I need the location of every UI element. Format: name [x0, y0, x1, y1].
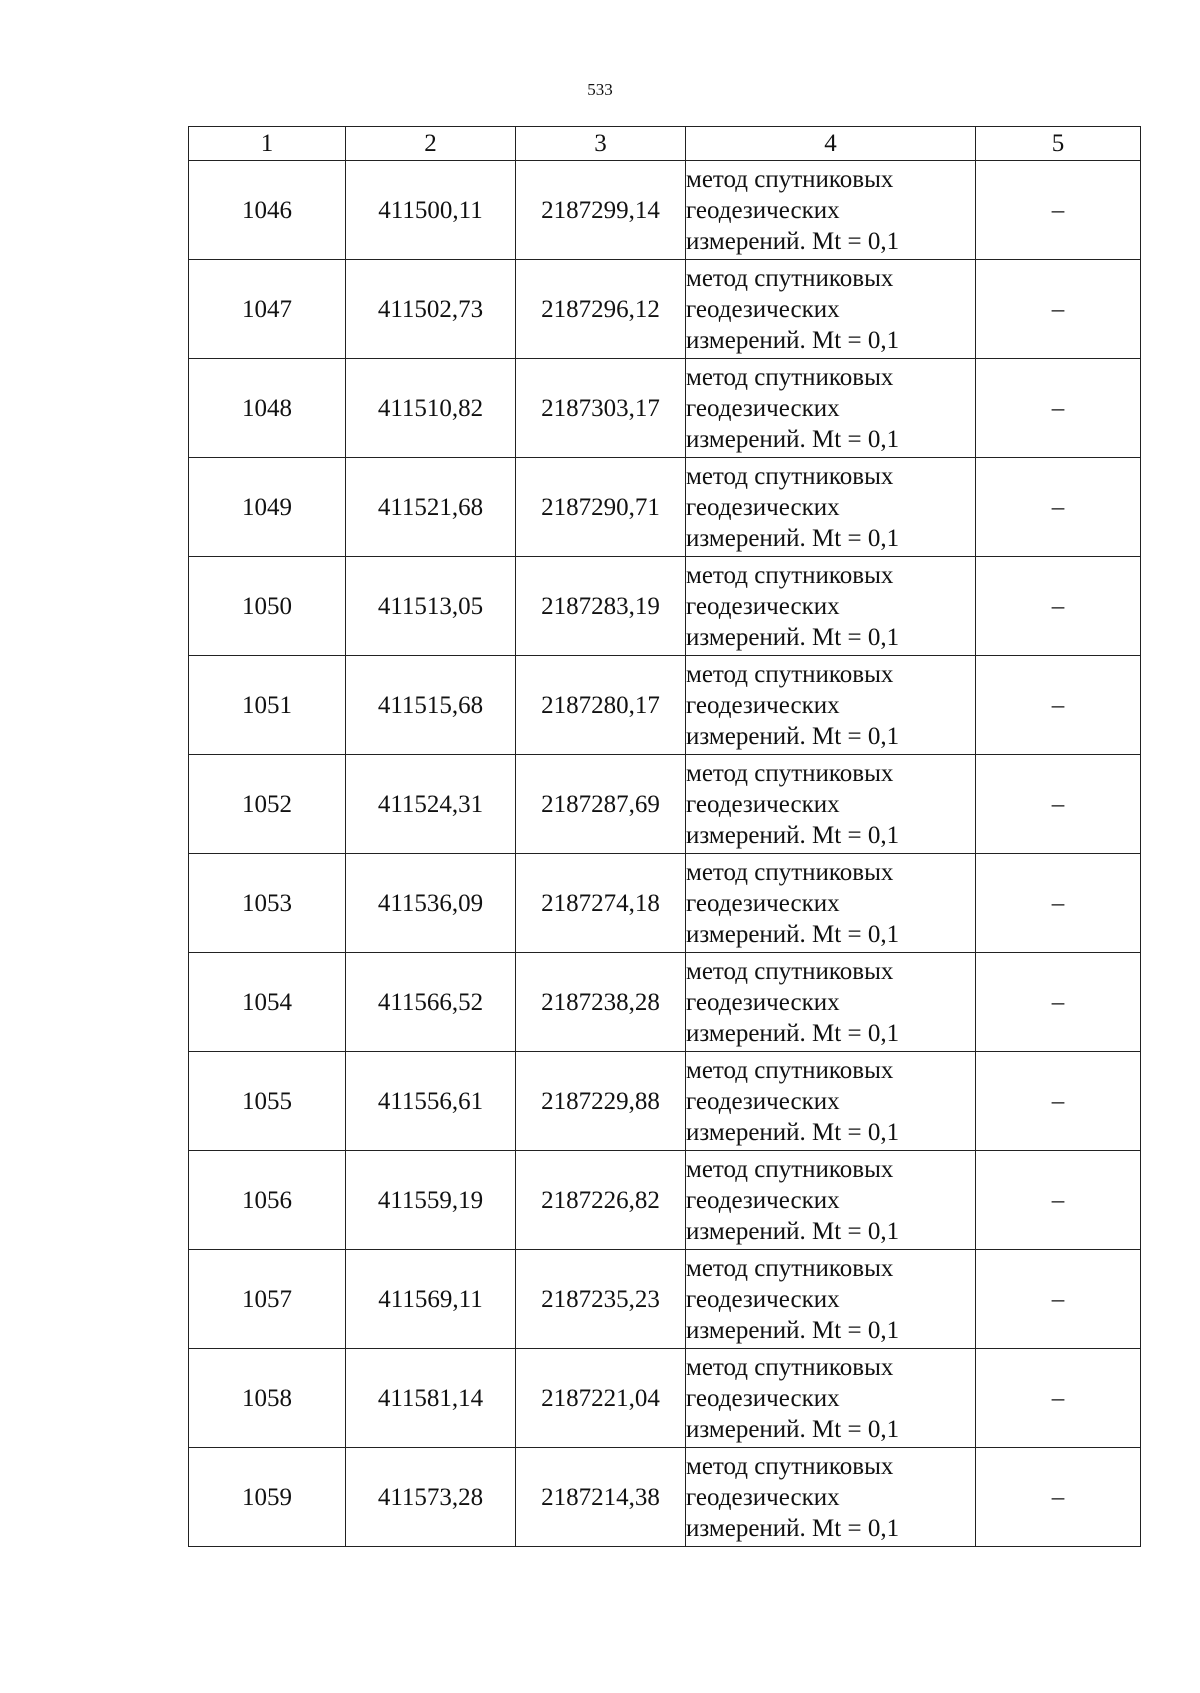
table-row — [189, 161, 1141, 260]
point-number-cell: 1046 — [189, 161, 346, 260]
method-line: метод спутниковых — [686, 1155, 894, 1183]
method-line: измерений. Mt = 0,1 — [686, 1217, 900, 1245]
method-line: измерений. Mt = 0,1 — [686, 623, 900, 651]
method-line: метод спутниковых — [686, 561, 894, 589]
method-cell — [686, 161, 976, 260]
header-row — [189, 127, 1141, 161]
x-coordinate-cell: 411573,28 — [346, 1448, 516, 1547]
table-row — [189, 1151, 1141, 1250]
method-line: измерений. Mt = 0,1 — [686, 1514, 900, 1542]
column-5-cell: – — [976, 953, 1141, 1052]
table-row — [189, 854, 1141, 953]
method-cell — [686, 359, 976, 458]
method-line: геодезических — [686, 394, 840, 422]
method-line: метод спутниковых — [686, 660, 894, 688]
point-number-cell: 1055 — [189, 1052, 346, 1151]
method-cell — [686, 953, 976, 1052]
method-line: измерений. Mt = 0,1 — [686, 722, 900, 750]
table-header — [189, 127, 1141, 161]
x-coordinate-cell: 411500,11 — [346, 161, 516, 260]
method-cell — [686, 557, 976, 656]
method-cell — [686, 260, 976, 359]
column-5-cell: – — [976, 359, 1141, 458]
point-number-cell: 1059 — [189, 1448, 346, 1547]
method-cell — [686, 755, 976, 854]
table-row — [189, 1250, 1141, 1349]
table-row — [189, 359, 1141, 458]
method-line: метод спутниковых — [686, 363, 894, 391]
method-line: метод спутниковых — [686, 1452, 894, 1480]
point-number-cell: 1052 — [189, 755, 346, 854]
column-header-1: 1 — [189, 127, 346, 161]
column-5-cell: – — [976, 161, 1141, 260]
method-line: метод спутниковых — [686, 858, 894, 886]
x-coordinate-cell: 411515,68 — [346, 656, 516, 755]
point-number-cell: 1051 — [189, 656, 346, 755]
column-5-cell: – — [976, 1151, 1141, 1250]
y-coordinate-cell: 2187283,19 — [516, 557, 686, 656]
method-cell — [686, 1250, 976, 1349]
method-cell — [686, 1151, 976, 1250]
y-coordinate-cell: 2187214,38 — [516, 1448, 686, 1547]
x-coordinate-cell: 411524,31 — [346, 755, 516, 854]
method-line: измерений. Mt = 0,1 — [686, 1118, 900, 1146]
method-line: измерений. Mt = 0,1 — [686, 425, 900, 453]
method-cell — [686, 656, 976, 755]
column-5-cell: – — [976, 1349, 1141, 1448]
column-5-cell: – — [976, 260, 1141, 359]
method-line: измерений. Mt = 0,1 — [686, 524, 900, 552]
table-row — [189, 458, 1141, 557]
point-number-cell: 1050 — [189, 557, 346, 656]
method-cell — [686, 1052, 976, 1151]
column-header-2: 2 — [346, 127, 516, 161]
method-line: измерений. Mt = 0,1 — [686, 920, 900, 948]
method-line: геодезических — [686, 295, 840, 323]
method-line: метод спутниковых — [686, 264, 894, 292]
point-number-cell: 1053 — [189, 854, 346, 953]
method-cell — [686, 1349, 976, 1448]
column-header-4: 4 — [686, 127, 976, 161]
method-line: геодезических — [686, 592, 840, 620]
table-row — [189, 557, 1141, 656]
method-line: метод спутниковых — [686, 165, 894, 193]
y-coordinate-cell: 2187238,28 — [516, 953, 686, 1052]
column-5-cell: – — [976, 1052, 1141, 1151]
page-number: 533 — [587, 80, 613, 99]
method-line: измерений. Mt = 0,1 — [686, 1316, 900, 1344]
method-line: измерений. Mt = 0,1 — [686, 227, 900, 255]
point-number-cell: 1054 — [189, 953, 346, 1052]
table-row — [189, 1349, 1141, 1448]
method-line: измерений. Mt = 0,1 — [686, 326, 900, 354]
x-coordinate-cell: 411513,05 — [346, 557, 516, 656]
y-coordinate-cell: 2187296,12 — [516, 260, 686, 359]
point-number-cell: 1047 — [189, 260, 346, 359]
x-coordinate-cell: 411502,73 — [346, 260, 516, 359]
y-coordinate-cell: 2187287,69 — [516, 755, 686, 854]
x-coordinate-cell: 411536,09 — [346, 854, 516, 953]
y-coordinate-cell: 2187303,17 — [516, 359, 686, 458]
column-5-cell: – — [976, 755, 1141, 854]
method-cell — [686, 1448, 976, 1547]
point-number-cell: 1058 — [189, 1349, 346, 1448]
method-line: измерений. Mt = 0,1 — [686, 1019, 900, 1047]
column-5-cell: – — [976, 458, 1141, 557]
table-row — [189, 260, 1141, 359]
method-line: геодезических — [686, 1186, 840, 1214]
coordinates-table — [188, 126, 1141, 1547]
column-5-cell: – — [976, 854, 1141, 953]
point-number-cell: 1048 — [189, 359, 346, 458]
table-row — [189, 1052, 1141, 1151]
method-line: метод спутниковых — [686, 462, 894, 490]
x-coordinate-cell: 411569,11 — [346, 1250, 516, 1349]
point-number-cell: 1057 — [189, 1250, 346, 1349]
method-line: метод спутниковых — [686, 957, 894, 985]
method-line: геодезических — [686, 493, 840, 521]
method-line: измерений. Mt = 0,1 — [686, 1415, 900, 1443]
y-coordinate-cell: 2187274,18 — [516, 854, 686, 953]
x-coordinate-cell: 411510,82 — [346, 359, 516, 458]
method-line: геодезических — [686, 1087, 840, 1115]
method-line: метод спутниковых — [686, 759, 894, 787]
table-row — [189, 656, 1141, 755]
x-coordinate-cell: 411559,19 — [346, 1151, 516, 1250]
x-coordinate-cell: 411581,14 — [346, 1349, 516, 1448]
point-number-cell: 1056 — [189, 1151, 346, 1250]
y-coordinate-cell: 2187290,71 — [516, 458, 686, 557]
method-line: геодезических — [686, 988, 840, 1016]
method-line: геодезических — [686, 691, 840, 719]
column-5-cell: – — [976, 557, 1141, 656]
y-coordinate-cell: 2187299,14 — [516, 161, 686, 260]
x-coordinate-cell: 411521,68 — [346, 458, 516, 557]
method-line: метод спутниковых — [686, 1353, 894, 1381]
method-line: метод спутниковых — [686, 1254, 894, 1282]
table-row — [189, 953, 1141, 1052]
point-number-cell: 1049 — [189, 458, 346, 557]
method-line: метод спутниковых — [686, 1056, 894, 1084]
method-line: геодезических — [686, 1285, 840, 1313]
y-coordinate-cell: 2187229,88 — [516, 1052, 686, 1151]
y-coordinate-cell: 2187221,04 — [516, 1349, 686, 1448]
method-line: геодезических — [686, 790, 840, 818]
y-coordinate-cell: 2187226,82 — [516, 1151, 686, 1250]
method-line: геодезических — [686, 1483, 840, 1511]
method-line: геодезических — [686, 889, 840, 917]
table-row — [189, 755, 1141, 854]
table-row — [189, 1448, 1141, 1547]
x-coordinate-cell: 411566,52 — [346, 953, 516, 1052]
column-5-cell: – — [976, 656, 1141, 755]
method-line: геодезических — [686, 196, 840, 224]
method-cell — [686, 458, 976, 557]
column-header-5: 5 — [976, 127, 1141, 161]
y-coordinate-cell: 2187235,23 — [516, 1250, 686, 1349]
method-line: геодезических — [686, 1384, 840, 1412]
table-body — [189, 161, 1141, 1547]
column-header-3: 3 — [516, 127, 686, 161]
column-5-cell: – — [976, 1448, 1141, 1547]
method-cell — [686, 854, 976, 953]
method-line: измерений. Mt = 0,1 — [686, 821, 900, 849]
column-5-cell: – — [976, 1250, 1141, 1349]
y-coordinate-cell: 2187280,17 — [516, 656, 686, 755]
x-coordinate-cell: 411556,61 — [346, 1052, 516, 1151]
